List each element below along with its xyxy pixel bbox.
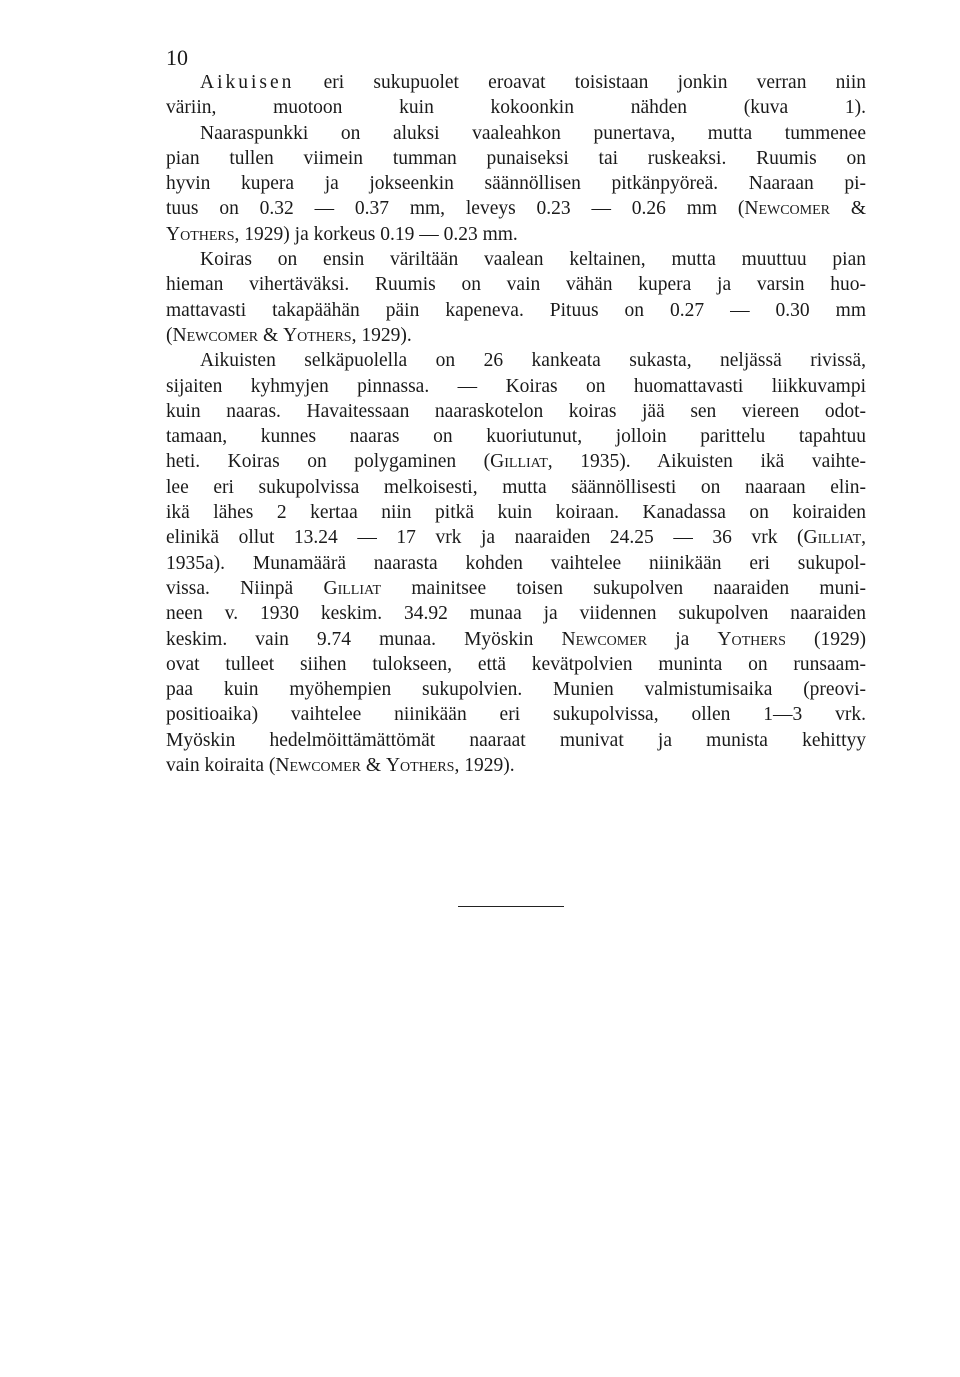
text-line: vissa. Niinpä Gilliat mainitsee toisen sukupolven naaraiden muni-: [166, 577, 867, 599]
text-line: ikä lähes 2 kertaa niin pitkä kuin koiraan. Kanadassa on koiraiden: [166, 502, 866, 524]
text-line: Aikuisten selkäpuolella on 26 kankeata sukasta, neljässä rivissä,: [200, 350, 866, 372]
text-line: pian tullen viimein tumman punaiseksi tai ruskeaksi. Ruumis on: [166, 147, 866, 169]
text-line: Yothers, 1929) ja korkeus 0.19 — 0.23 mm.: [166, 223, 518, 245]
page-number: 10: [166, 45, 188, 70]
text-line: tuus on 0.32 — 0.37 mm, leveys 0.23 — 0.26 mm (Newcomer &: [166, 198, 866, 220]
spaced-word: Aikuisen: [200, 72, 295, 93]
text-line: hyvin kupera ja jokseenkin säännöllisen pitkänpyöreä. Naaraan pi-: [166, 173, 866, 195]
text-line: Myöskin hedelmöittämättömät naaraat munivat ja munista kehittyy: [166, 729, 866, 751]
section-divider: [458, 906, 564, 907]
text-line: Naaraspunkki on aluksi vaaleahkon punertava, mutta tummenee: [200, 122, 866, 144]
text-line: lee eri sukupolvissa melkoisesti, mutta säännöllisesti on naaraan elin-: [166, 476, 866, 498]
text-line: tamaan, kunnes naaras on kuoriutunut, jolloin parittelu tapahtuu: [166, 426, 866, 448]
line-text: eri sukupuolet eroavat toisistaan jonkin verran niin: [294, 72, 866, 93]
text-line: 1935a). Munamäärä naarasta kohden vaihtelee niinikään eri sukupol-: [166, 552, 866, 574]
text-line: elinikä ollut 13.24 — 17 vrk ja naaraiden 24.25 — 36 vrk (Gilliat,: [166, 527, 866, 549]
text-line: heti. Koiras on polygaminen (Gilliat, 1935). Aikuisten ikä vaihte-: [166, 451, 866, 473]
text-line: [166, 70, 866, 95]
text-line: positioaika) vaihtelee niinikään eri sukupolvissa, ollen 1—3 vrk.: [166, 704, 866, 726]
text-line: mattavasti takapäähän päin kapeneva. Pituus on 0.27 — 0.30 mm: [166, 299, 866, 321]
text-line: hieman vihertäväksi. Ruumis on vain vähän kupera ja varsin huo-: [166, 274, 866, 296]
text-line: (Newcomer & Yothers, 1929).: [166, 324, 412, 346]
text-line: ovat tulleet siihen tulokseen, että kevätpolvien muninta on runsaam-: [166, 653, 866, 675]
body-text: [166, 70, 866, 778]
text-line: neen v. 1930 keskim. 34.92 munaa ja viidennen sukupolven naaraiden: [166, 603, 866, 625]
text-line: kuin naaras. Havaitessaan naaraskotelon koiras jää sen viereen odot-: [166, 400, 866, 422]
text-line: vain koiraita (Newcomer & Yothers, 1929).: [166, 755, 515, 777]
text-line: keskim. vain 9.74 munaa. Myöskin Newcomer ja Yothers (1929): [166, 628, 866, 650]
text-line: Koiras on ensin väriltään vaalean keltainen, mutta muuttuu pian: [200, 249, 866, 271]
text-line: sijaiten kyhmyjen pinnassa. — Koiras on huomattavasti liikkuvampi: [166, 375, 866, 397]
text-line: väriin, muotoon kuin kokoonkin nähden (kuva 1).: [166, 97, 866, 119]
text-line: paa kuin myöhempien sukupolvien. Munien valmistumisaika (preovi-: [166, 679, 866, 701]
